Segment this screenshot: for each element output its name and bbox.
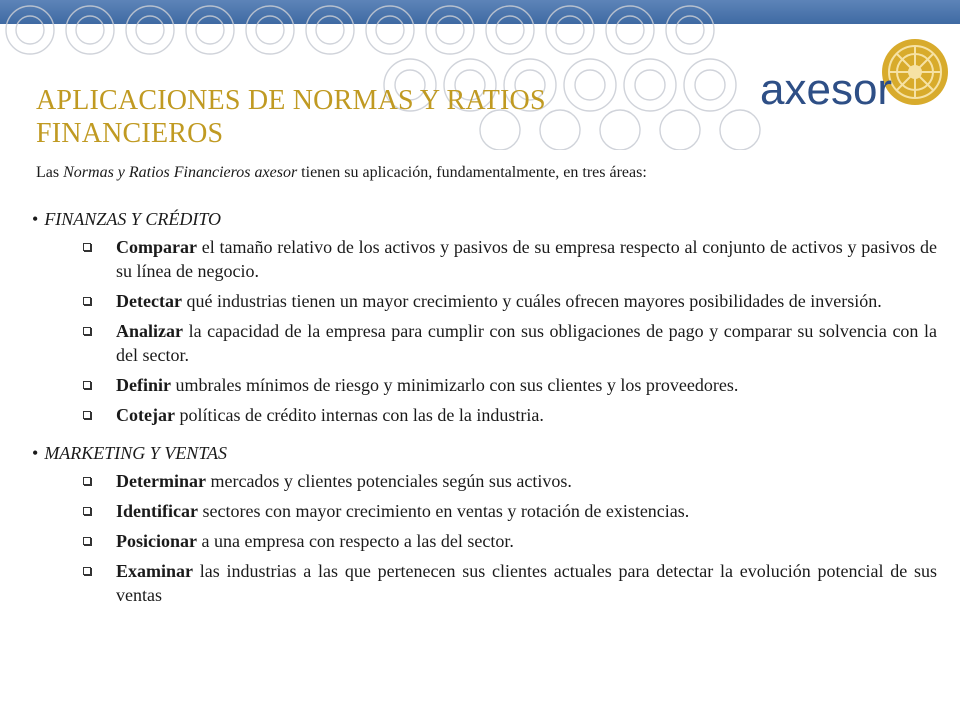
square-bullet-icon <box>83 537 91 545</box>
section-heading-finanzas: • FINANZAS Y CRÉDITO <box>32 209 221 229</box>
content-area <box>32 207 937 613</box>
square-bullet-icon <box>83 477 91 485</box>
title-line-1: APLICACIONES DE NORMAS Y RATIOS <box>36 85 546 116</box>
list-item: Analizar la capacidad de la empresa para cumplir con sus obligaciones de pago y comparar su solvencia con la del sector. <box>32 319 937 367</box>
intro-prefix: Las <box>36 164 64 181</box>
list-item: Identificar sectores con mayor crecimiento en ventas y rotación de existencias. <box>32 499 937 523</box>
title-line-2: FINANCIEROS <box>36 118 224 149</box>
list-item: Definir umbrales mínimos de riesgo y minimizarlo con sus clientes y los proveedores. <box>32 373 937 397</box>
list-item: Comparar el tamaño relativo de los activos y pasivos de su empresa respecto al conjunto de activos y pasivos de su línea de negocio. <box>32 235 937 283</box>
intro-suffix: tienen su aplicación, fundamentalmente, en tres áreas: <box>297 164 647 181</box>
intro-paragraph <box>36 163 936 183</box>
page-title <box>36 84 636 150</box>
section-heading-marketing: • MARKETING Y VENTAS <box>32 443 227 463</box>
finanzas-list <box>32 235 937 427</box>
square-bullet-icon <box>83 297 91 305</box>
list-item: Determinar mercados y clientes potenciales según sus activos. <box>32 469 937 493</box>
axesor-logo <box>760 30 950 130</box>
square-bullet-icon <box>83 381 91 389</box>
list-item: Cotejar políticas de crédito internas con las de la industria. <box>32 403 937 427</box>
list-item: Posicionar a una empresa con respecto a las del sector. <box>32 529 937 553</box>
list-item: Detectar qué industrias tienen un mayor crecimiento y cuáles ofrecen mayores posibilidades de inversión. <box>32 289 937 313</box>
list-item: Examinar las industrias a las que pertenecen sus clientes actuales para detectar la evolución potencial de sus ventas <box>32 559 937 607</box>
square-bullet-icon <box>83 411 91 419</box>
intro-italic: Normas y Ratios Financieros axesor <box>63 164 298 181</box>
square-bullet-icon <box>83 327 91 335</box>
marketing-list <box>32 469 937 607</box>
square-bullet-icon <box>83 243 91 251</box>
square-bullet-icon <box>83 567 91 575</box>
logo-wordmark: axesor <box>760 65 893 114</box>
square-bullet-icon <box>83 507 91 515</box>
